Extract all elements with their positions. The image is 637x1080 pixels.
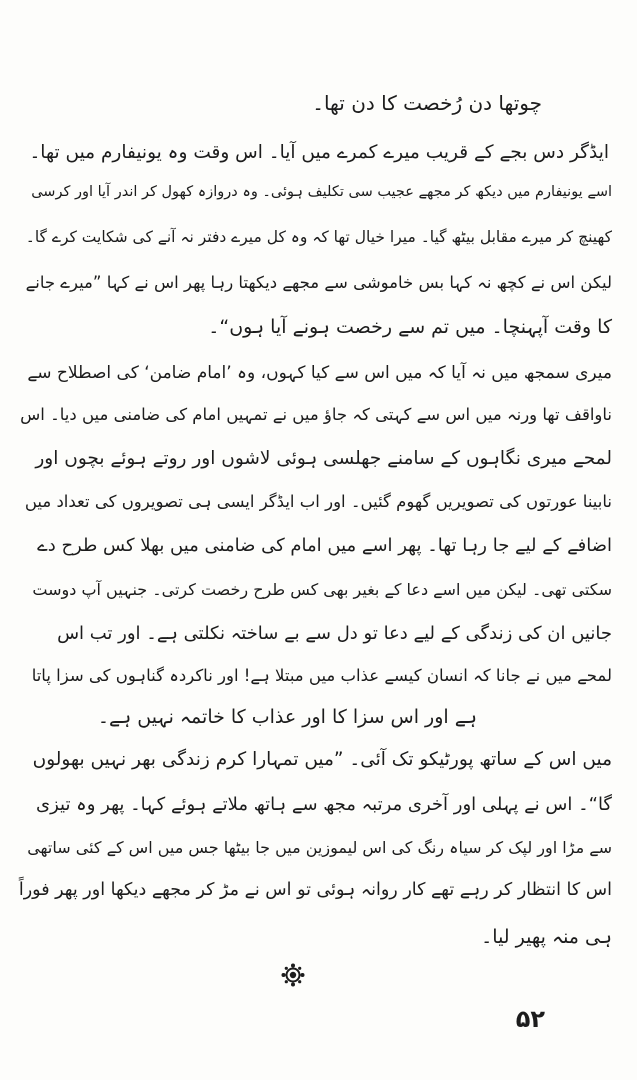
text-line: لیکن اس نے کچھ نہ کہا بس خاموشی سے مجھے دیکھتا رہا پھر اس نے کہا ”میرے جانے [25, 273, 612, 292]
text-line: اس کا انتظار کر رہے تھے کار روانہ ہوئی تو اس نے مڑ کر مجھے دیکھا اور پھر فوراً [18, 880, 612, 900]
flower-ornament-icon [280, 962, 306, 988]
text-line: چوتھا دن رُخصت کا دن تھا۔ [312, 91, 542, 115]
text-line: اسے یونیفارم میں دیکھ کر مجھے عجیب سی تکلیف ہوئی۔ وہ دروازہ کھول کر اندر آیا اور کرسی [31, 184, 612, 200]
text-line: ہی منہ پھیر لیا۔ [481, 926, 612, 948]
text-line: کا وقت آپہنچا۔ میں تم سے رخصت ہونے آیا ہوں“۔ [208, 316, 612, 338]
text-line: گا“۔ اس نے پہلی اور آخری مرتبہ مجھ سے ہاتھ ملاتے ہوئے کہا۔ پھر وہ تیزی [36, 794, 612, 815]
text-line: نابینا عورتوں کی تصویریں گھوم گئیں۔ اور اب ایڈگر ایسی ہی تصویروں کی تعداد میں [24, 492, 612, 511]
text-line: ہے اور اس سزا کا اور عذاب کا خاتمہ نہیں ہے۔ [97, 706, 477, 728]
text-line: سکتی تھی۔ لیکن میں اسے دعا کے بغیر بھی کس طرح رخصت کرتی۔ جنہیں آپ دوست [32, 580, 612, 599]
text-line: لمحے میں نے جانا کہ انسان کیسے عذاب میں مبتلا ہے! اور ناکردہ گناہوں کی سزا پاتا [31, 666, 612, 685]
text-line: لمحے میری نگاہوں کے سامنے جھلسی ہوئی لاشوں اور روتے ہوئے بچوں اور [35, 448, 612, 469]
text-line: اضافے کے لیے جا رہا تھا۔ پھر اسے میں امام کی ضامنی میں بھلا کس طرح دے [37, 535, 612, 556]
text-line: کھینچ کر میرے مقابل بیٹھ گیا۔ میرا خیال تھا کہ وہ کل میرے دفتر نہ آنے کی شکایت کرے گا۔ [25, 228, 612, 246]
text-line: ایڈگر دس بجے کے قریب میرے کمرے میں آیا۔ اس وقت وہ یونیفارم میں تھا۔ [29, 142, 609, 163]
text-line: میری سمجھ میں نہ آیا کہ میں اس سے کیا کہوں، وہ ’امام ضامن‘ کی اصطلاح سے [27, 363, 612, 383]
text-line: میں اس کے ساتھ پورٹیکو تک آئی۔ ”میں تمہارا کرم زندگی بھر نہیں بھولوں [32, 749, 612, 770]
page-number: ۵۲ [515, 1005, 545, 1033]
text-line: سے مڑا اور لپک کر سیاہ رنگ کی اس لیموزین میں جا بیٹھا جس میں اس کے کئی ساتھی [27, 838, 612, 857]
text-line: ناواقف تھا ورنہ میں اس سے کہتی کہ جاؤ میں نے تمہیں امام کی ضامنی میں دیا۔ اس [20, 405, 612, 424]
text-line: جانیں ان کی زندگی کے لیے دعا تو دل سے بے ساختہ نکلتی ہے۔ اور تب اس [57, 623, 612, 644]
